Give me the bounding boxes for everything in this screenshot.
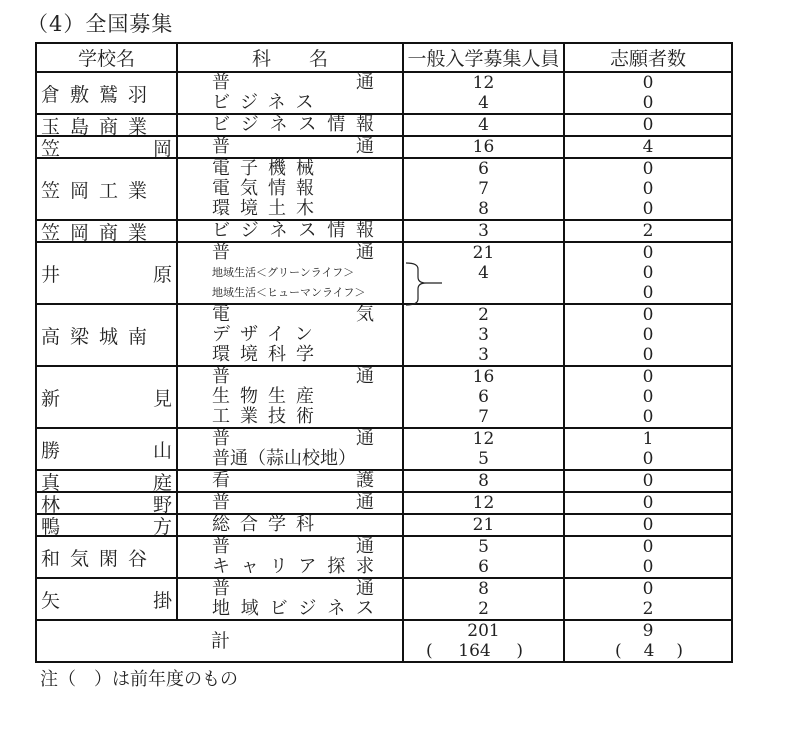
char: 通 [356,428,374,449]
school-cell [36,578,177,620]
recruitment-table [35,42,733,663]
quota-value: 2 [478,599,489,619]
applicants-cell [564,578,732,620]
school-name [37,137,176,160]
course-cell [177,304,403,366]
school-cell [36,514,177,536]
header-school: 学校名 [36,43,177,72]
char: ス [298,220,317,241]
applicants-value: 0 [642,537,654,557]
char: 通 [356,136,374,157]
char: 報 [355,220,374,241]
total-quota-cell [403,620,564,662]
total-applicants: 9 [642,621,654,641]
char: 岡 [152,137,172,160]
applicants-value: 0 [642,179,654,199]
char: 普 [212,536,230,557]
char: ネ [269,220,288,241]
char: 矢 [41,589,61,612]
char: 護 [356,470,374,491]
applicants-value: 2 [642,221,654,241]
char: 通 [356,492,374,513]
char: 求 [355,556,374,577]
total-label: 計 [211,630,231,652]
course-cell [177,536,403,578]
quota-value: 8 [478,471,489,491]
course-name: 電子機械 [212,158,324,179]
school-row [36,470,732,492]
char: ネ [327,598,346,619]
course-cell [177,366,403,428]
quota-cell [403,220,564,242]
char: ジ [240,114,259,135]
school-name [37,579,176,619]
char: 通 [356,578,374,599]
applicants-value: 0 [642,449,654,469]
char: リ [269,556,288,577]
quota-value: 3 [478,221,489,241]
course-name [178,73,402,93]
total-applicants-prev-wrap [565,641,731,661]
school-name: 玉島商業 [41,115,158,138]
total-quota: 201 [467,621,500,641]
char: 情 [327,114,346,135]
quota-value: 6 [478,159,489,179]
char: 井 [41,263,61,286]
char: ジ [298,598,317,619]
applicants-value: 0 [642,345,654,365]
school-cell [36,242,177,304]
header-row [36,43,732,72]
applicants-value: 0 [642,387,654,407]
course-cell [177,514,403,536]
char: 新 [41,387,61,410]
applicants-cell [564,514,732,536]
char: ア [298,556,317,577]
school-name: 高梁城南 [41,325,158,348]
applicants-value: 0 [642,493,654,513]
school-row [36,242,732,304]
char: 通 [356,72,374,93]
char: 地 [212,598,230,619]
applicants-value: 0 [642,325,654,345]
header-applicants: 志願者数 [564,43,732,72]
school-cell [36,304,177,366]
course-cell [177,220,403,242]
school-name [37,367,176,427]
char: 勝 [41,439,61,462]
char: 普 [212,242,230,263]
applicants-value: 1 [642,429,654,449]
quota-value: 12 [472,73,495,93]
quota-cell [403,114,564,136]
school-name: 和気閑谷 [41,547,158,570]
applicants-value: 0 [642,115,654,135]
char: 笠 [41,137,61,160]
header-course: 科 名 [177,43,403,72]
school-row [36,114,732,136]
char: 普 [212,72,230,93]
course-name: デザイン [212,324,323,345]
char: 普 [212,428,230,449]
school-row [36,158,732,220]
applicants-value: 0 [642,367,654,387]
applicants-value: 0 [642,515,654,535]
course-name: 総合学科 [212,514,324,535]
course-name [178,557,402,577]
course-name [178,221,402,241]
course-name: 生物生産 [212,386,324,407]
quota-cell [403,304,564,366]
school-name [37,515,176,538]
applicants-value: 0 [642,243,654,263]
brace-icon [404,261,444,307]
applicants-value: 0 [642,579,654,599]
footnote: 注（ ）は前年度のもの [40,669,238,690]
char: ビ [269,598,288,619]
applicants-cell [564,366,732,428]
char: 報 [355,114,374,135]
applicants-cell [564,72,732,114]
char: 探 [327,556,346,577]
course-cell [177,470,403,492]
school-row [36,428,732,470]
applicants-cell [564,220,732,242]
course-name: ビジネス [212,92,324,113]
applicants-value: 0 [642,471,654,491]
school-row [36,514,732,536]
char: 通 [356,242,374,263]
open-paren: ( [426,641,433,661]
school-name [37,493,176,516]
applicants-value: 0 [642,73,654,93]
char: ジ [240,220,259,241]
char: 普 [212,578,230,599]
quota-cell [403,470,564,492]
applicants-cell [564,470,732,492]
char: 普 [212,366,230,387]
course-cell [177,578,403,620]
quota-value: 16 [472,137,495,157]
school-name [37,471,176,494]
applicants-cell [564,136,732,158]
char: 気 [356,304,374,325]
close-paren: ) [516,641,523,661]
quota-value: 12 [472,493,495,513]
total-label-cell [36,620,403,662]
char: 鴨 [41,515,61,538]
char: 掛 [152,589,172,612]
quota-value: 21 [472,243,495,263]
applicants-cell [564,492,732,514]
school-name [37,429,176,469]
char: ス [298,114,317,135]
total-applicants-cell [564,620,732,662]
quota-cell [403,492,564,514]
course-name [178,367,402,387]
char: 野 [152,493,172,516]
quota-value: 6 [478,557,489,577]
course-name: 工業技術 [212,406,324,427]
school-row [36,220,732,242]
char: 電 [212,304,230,325]
applicants-cell [564,114,732,136]
char: 原 [152,263,172,286]
total-quota-prev-wrap [404,641,563,661]
school-name: 笠岡商業 [41,221,158,244]
char: 林 [41,493,61,516]
course-name [178,599,402,619]
applicants-cell [564,536,732,578]
total-quota-prev: 164 [458,641,491,661]
school-name: 笠岡工業 [41,179,158,202]
school-row [36,72,732,114]
quota-value: 21 [472,515,495,535]
applicants-cell [564,428,732,470]
section-title: （4）全国募集 [27,12,174,36]
applicants-cell [564,158,732,220]
char: 真 [41,471,61,494]
course-cell [177,72,403,114]
applicants-cell [564,242,732,304]
char: 普 [212,492,230,513]
applicants-value: 0 [642,93,654,113]
quota-cell [403,366,564,428]
school-row [36,136,732,158]
table-wrapper [35,42,733,691]
course-cell [177,428,403,470]
course-cell [177,136,403,158]
applicants-value: 0 [642,557,654,577]
char: ビ [212,220,230,241]
quota-value: 7 [478,179,489,199]
course-name: 地域生活＜グリーンライフ＞ [212,266,355,279]
school-name: 倉敷鷲羽 [41,83,158,106]
header-quota: 一般入学募集人員 [403,43,564,72]
char: 看 [212,470,230,491]
school-cell [36,366,177,428]
quota-value: 4 [478,115,489,135]
quota-value: 5 [478,449,489,469]
applicants-value: 0 [642,159,654,179]
quota-cell [403,536,564,578]
course-cell [177,158,403,220]
course-name [178,429,402,449]
course-cell [177,114,403,136]
applicants-value: 0 [642,199,654,219]
quota-cell [403,158,564,220]
char: 通 [356,536,374,557]
school-cell [36,158,177,220]
school-row [36,304,732,366]
course-name [178,537,402,557]
quota-cell [403,578,564,620]
char: ネ [269,114,288,135]
applicants-value: 4 [642,137,654,157]
school-cell [36,220,177,242]
school-row [36,578,732,620]
applicants-cell [564,304,732,366]
char: 域 [240,598,259,619]
char: ス [355,598,374,619]
quota-value: 7 [478,407,489,427]
char: 情 [327,220,346,241]
quota-value: 8 [478,199,489,219]
course-name [178,305,402,325]
course-name [178,115,402,135]
quota-value: 6 [478,387,489,407]
quota-value: 16 [472,367,495,387]
course-cell [177,492,403,514]
quota-value: 2 [478,305,489,325]
quota-value: 3 [478,345,489,365]
quota-value: 4 [478,263,489,283]
total-row [36,620,732,662]
quota-value: 5 [478,537,489,557]
char: ビ [212,114,230,135]
applicants-value: 0 [642,407,654,427]
char: 普 [212,136,230,157]
school-row [36,536,732,578]
quota-value: 12 [472,429,495,449]
school-row [36,366,732,428]
school-cell [36,136,177,158]
course-name: 環境土木 [212,198,324,219]
school-cell [36,536,177,578]
applicants-value: 0 [642,263,654,283]
quota-value: 4 [478,93,489,113]
course-name: 環境科学 [212,344,324,365]
course-name: 地域生活＜ヒューマンライフ＞ [212,286,366,299]
school-cell [36,72,177,114]
school-name [37,243,176,303]
course-name [178,137,402,157]
school-row [36,492,732,514]
char: 見 [152,387,172,410]
applicants-value: 0 [642,305,654,325]
school-cell [36,428,177,470]
open-paren: ( [615,641,622,661]
quota-cell [403,136,564,158]
applicants-value: 0 [642,283,654,303]
course-name: 電気情報 [212,178,324,199]
course-name [178,493,402,513]
course-name [178,243,402,263]
char: キ [212,556,230,577]
quota-cell [403,514,564,536]
applicants-value: 2 [642,599,654,619]
quota-cell [403,428,564,470]
total-applicants-prev: 4 [643,641,655,661]
char: 庭 [152,471,172,494]
char: 通 [356,366,374,387]
char: 方 [152,515,172,538]
quota-cell [403,72,564,114]
quota-cell [403,242,564,304]
char: 山 [152,439,172,462]
course-name: 普通（蒜山校地） [212,448,356,469]
quota-value: 3 [478,325,489,345]
course-cell [177,242,403,304]
course-name [178,579,402,599]
close-paren: ) [676,641,683,661]
course-name [178,471,402,491]
char: ャ [240,556,259,577]
quota-value: 8 [478,579,489,599]
